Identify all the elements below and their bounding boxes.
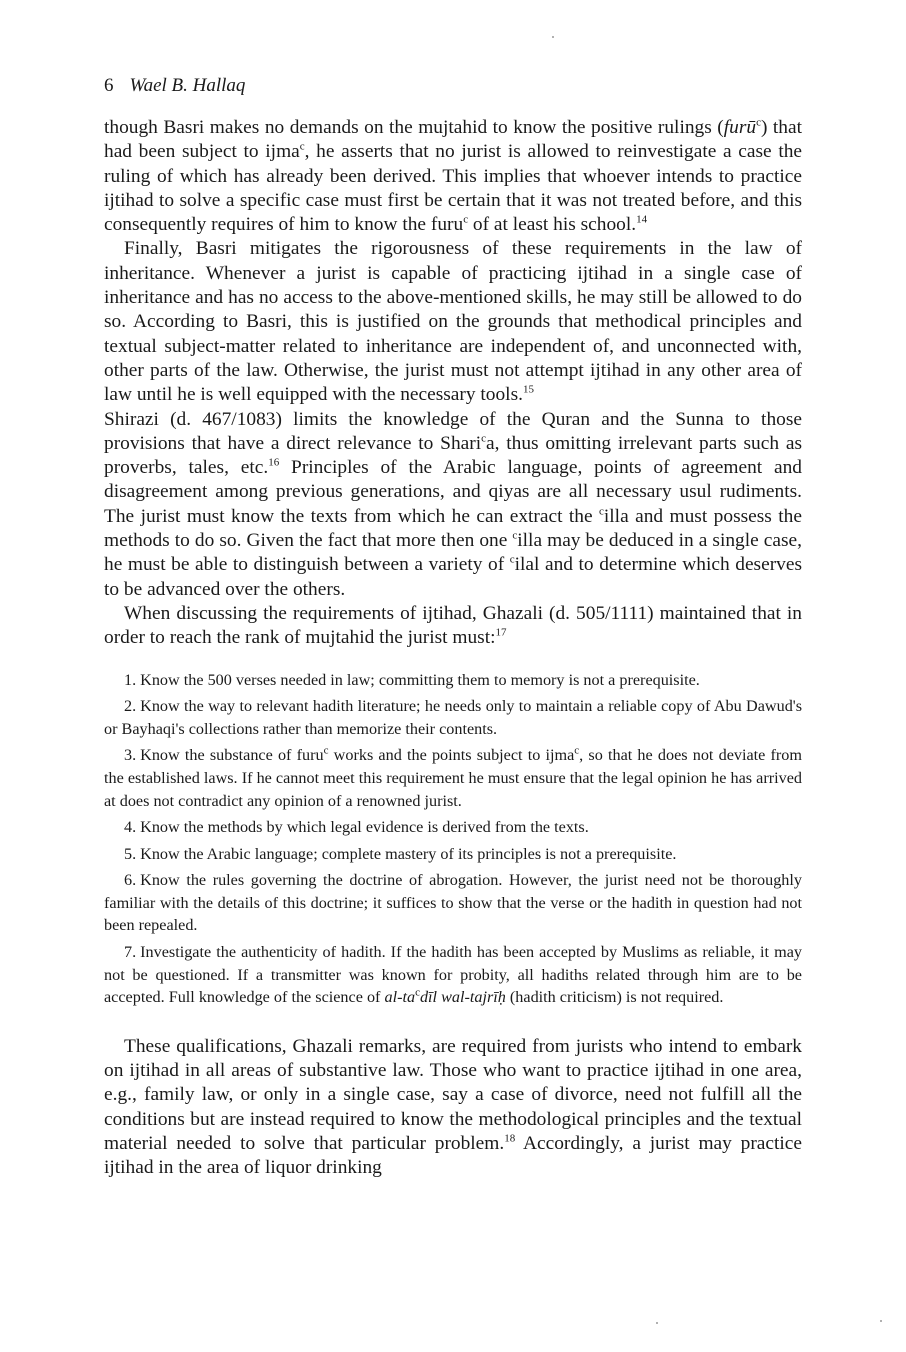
footnote-ref-15: 15 — [522, 383, 534, 396]
paragraph-5: These qualifications, Ghazali remarks, are required from jurists who intend to embark on ijtihad in all areas of substantive law. Those who want to practice ijtihad in one area, e.g., family law, or only in a single case, say a case of divorce, need not fulfill all the conditions but are instead required to know the methodological principles and the textual material needed to solve that particular problem.$^{18}$ Accordingly, a jurist may practice ijtihad in the area of liquor drinking — [104, 1035, 803, 1179]
paragraph-3: Shirazi (d. 467/1083) limits the knowledge of the Quran and the Sunna to those provisions that have a direct relevance to Shari$^c$a, thus omitting irrelevant parts such as proverbs, tales, etc.$^{16}$ Principles of the Arabic language, points of agreement and disagreement among previous generations, and qiyas are all necessary usul rudiments. The jurist must know the texts from which he can extract the $^c$illa and must possess the methods to do so. Given the fact that more then one $^c$illa may be deduced in a single case, he must be able to distinguish between a variety of $^c$ilal and to determine which deserves to be advanced over the others. — [104, 408, 803, 600]
paragraph-1: though Basri makes no demands on the mujtahid to know the positive rulings (furū$^c$) that had been subject to ijma$^c$, he asserts that no jurist is allowed to reinvestigate a case the ruling of which has already been derived. This implies that whoever intends to practice ijtihad to solve a specific case must first be certain that it was not treated before, and this consequently requires of him to know the furu$^c$ of at least his school.$^{14}$ — [104, 116, 803, 236]
closing-text — [104, 1035, 802, 1181]
list-item: 3. Know the substance of furu$^c$ works and the points subject to ijma$^c$, so that he does not deviate from the established laws. If he cannot meet this requirement he must ensure that the legal opinion he has arrived at does not contradict any opinion of a renowned jurist. — [104, 744, 802, 810]
list-item: 2. Know the way to relevant hadith literature; he needs only to maintain a reliable copy of Abu Dawud's or Bayhaqi's collections rather than memorize their contents. — [104, 697, 802, 738]
running-head-author: Wael B. Hallaq — [129, 75, 246, 96]
list-item: 5. Know the Arabic language; complete mastery of its principles is not a prerequisite. — [124, 844, 677, 863]
footnote-ref-16: 16 — [268, 456, 280, 469]
scan-speck — [656, 1322, 658, 1324]
footnote-ref-17: 17 — [495, 626, 507, 639]
body-text — [104, 116, 802, 651]
requirements-list — [104, 669, 802, 1009]
scan-speck — [880, 1320, 882, 1322]
list-item: 4. Know the methods by which legal evidence is derived from the texts. — [124, 818, 589, 837]
page — [104, 74, 802, 1181]
paragraph-2: Finally, Basri mitigates the rigorousness of these requirements in the law of inheritance. Whenever a jurist is capable of practicing ijtihad in a single case of inheritance and has no access to the above-mentioned skills, he may still be allowed to do so. According to Basri, this is justified on the grounds that methodical principles and textual subject-matter related to inheritance are independent of, and unconnected with, other parts of the law. Otherwise, the jurist must not attempt ijtihad in any other area of law until he is well equipped with the necessary tools.$^{15}$ — [104, 238, 802, 406]
list-item: 6. Know the rules governing the doctrine of abrogation. However, the jurist need not be thoroughly familiar with the details of this doctrine; it suffices to show that the verse or the hadith in question had not been repealed. — [104, 871, 802, 935]
list-item: 7. Investigate the authenticity of hadith. If the hadith has been accepted by Muslims as reliable, it may not be questioned. If a transmitter was known for probity, all hadiths related through him are to be accepted. Full knowledge of the science of $al-ta^cdīl$ wal-tajrīḥ (hadith criticism) is not required. — [104, 943, 802, 1007]
footnote-ref-18: 18 — [504, 1132, 516, 1145]
running-head — [104, 74, 802, 98]
paragraph-4: When discussing the requirements of ijtihad, Ghazali (d. 505/1111) maintained that in order to reach the rank of mujtahid the jurist must:$^{17}$ — [104, 602, 802, 649]
list-item: 1. Know the 500 verses needed in law; committing them to memory is not a prerequisite. — [124, 670, 700, 689]
footnote-ref-14: 14 — [636, 213, 648, 226]
page-number: 6 — [104, 75, 114, 96]
scan-speck — [552, 36, 554, 38]
